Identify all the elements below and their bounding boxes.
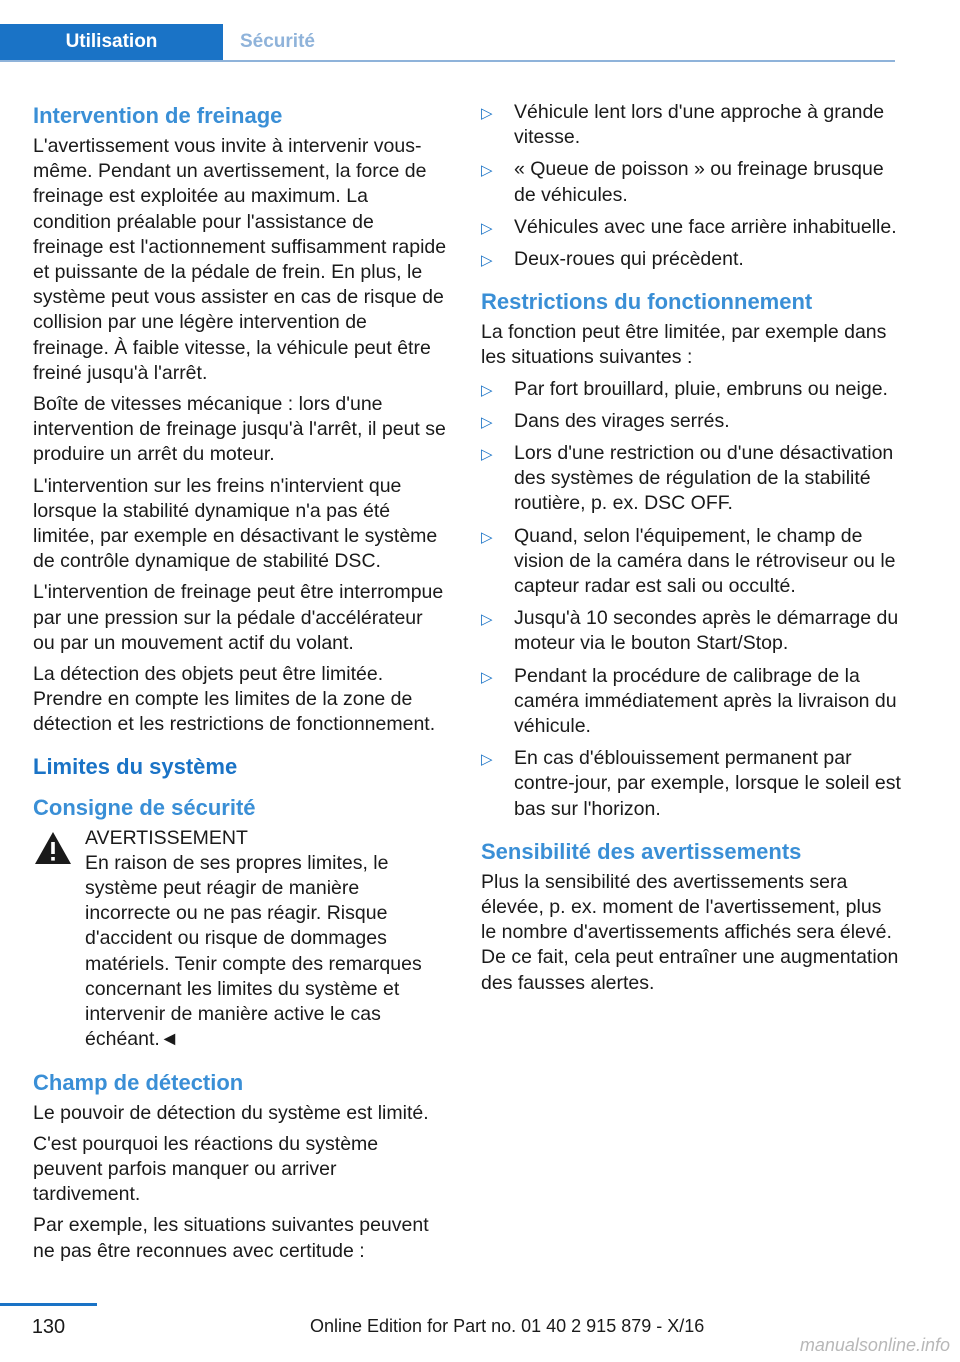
page-number: 130 (31, 1316, 66, 1338)
list-item: ▷ Lors d'une restriction ou d'une désactivation des systèmes de régulation de la stabilité routière, p. ex. DSC OFF. (481, 442, 894, 515)
list-item: ▷ Véhicules avec une face arrière inhabituelle. (481, 215, 901, 240)
paragraph: Boîte de vitesses mécanique : lors d'une intervention de freinage jusqu'à l'arrêt, il peut se produire un arrêt du moteur. (33, 393, 446, 466)
heading-sensibilite: Sensibilité des avertissements (481, 838, 802, 864)
list-item: ▷ Pendant la procédure de calibrage de la caméra immédiatement après la livraison du véhicule. (481, 664, 897, 738)
footer-rule (0, 1303, 97, 1306)
paragraph: L'intervention de freinage peut être interrompue par une pression sur la pédale d'accélérateur ou par un mouvement actif du volant. (33, 581, 444, 654)
list-restrictions (481, 377, 901, 822)
list-item: ▷ Par fort brouillard, pluie, embruns ou neige. (481, 377, 901, 402)
triangle-bullet-icon: ▷ (481, 751, 493, 769)
list-item: ▷ Deux-roues qui précèdent. (481, 247, 901, 272)
list-item: ▷ Dans des virages serrés. (481, 409, 901, 434)
heading-intervention: Intervention de freinage (33, 103, 283, 128)
paragraph: C'est pourquoi les réactions du système peuvent parfois manquer ou arriver tardivement. (33, 1132, 379, 1206)
left-column (33, 100, 448, 1270)
triangle-bullet-icon: ▷ (481, 668, 493, 686)
list-item: ▷ En cas d'éblouissement permanent par contre-jour, par exemple, lorsque le soleil est bas sur l'horizon. (481, 747, 901, 820)
right-column (481, 100, 901, 1002)
paragraph: Plus la sensibilité des avertissements sera élevée, p. ex. moment de l'avertissement, plus le nombre d'avertissements affichés sera élevé. De ce fait, cela peut entraîner une augmentation des fausses alertes. (481, 870, 899, 994)
triangle-bullet-icon: ▷ (481, 105, 493, 122)
warning-text: En raison de ses propres limites, le système peut réagir de manière incorrecte ou ne pas réagir. Risque d'accident ou risque de dommages matériels. Tenir compte des remarques concernant les limites du système et intervenir de manière active le cas échéant.◄ (85, 851, 422, 1051)
paragraph: Par exemple, les situations suivantes peuvent ne pas être reconnues avec certitude : (33, 1214, 429, 1262)
warning-triangle-icon (33, 830, 73, 866)
paragraph: La détection des objets peut être limitée. Prendre en compte les limites de la zone de détection et les restrictions de fonctionnement. (33, 663, 436, 736)
tab-utilisation[interactable]: Utilisation (0, 24, 223, 60)
tab-securite[interactable]: Sécurité (240, 31, 315, 52)
triangle-bullet-icon: ▷ (481, 611, 493, 629)
heading-consigne: Consigne de sécurité (33, 794, 256, 820)
triangle-bullet-icon: ▷ (481, 252, 493, 270)
watermark: manualsonline.info (799, 1335, 950, 1355)
list-item: ▷ Jusqu'à 10 secondes après le démarrage du moteur via le bouton Start/Stop. (481, 607, 899, 655)
list-item: ▷ Quand, selon l'équipement, le champ de vision de la caméra dans le rétroviseur ou le capteur radar est sali ou occulté. (481, 524, 896, 598)
heading-restrictions: Restrictions du fonctionnement (481, 289, 813, 315)
paragraph: L'avertissement vous invite à intervenir vous-même. Pendant un avertissement, la force de freinage est exploitée au maximum. La condition préalable pour l'assistance de freinage est l'actionnement suffisamment rapide et puissante de la pédale de frein. En plus, le système peut vous assister en cas de risque de collision par une légère intervention de freinage. À faible vitesse, la véhicule peut être freiné jusqu'à l'arrêt. (33, 135, 447, 384)
triangle-bullet-icon: ▷ (481, 381, 493, 399)
edition-text: Online Edition for Part no. 01 40 2 915 879 - X/16 (310, 1316, 705, 1336)
paragraph: L'intervention sur les freins n'intervient que lorsque la stabilité dynamique n'a pas été limitée, par exemple en désactivant le système de contrôle dynamique de stabilité DSC. (33, 474, 438, 573)
triangle-bullet-icon: ▷ (481, 413, 493, 431)
list-item: ▷ « Queue de poisson » ou freinage brusque de véhicules. (481, 158, 884, 206)
triangle-bullet-icon: ▷ (481, 528, 493, 546)
paragraph: Le pouvoir de détection du système est limité. (33, 1101, 429, 1124)
heading-limites: Limites du système (33, 753, 238, 779)
header-tabbar (0, 24, 895, 62)
triangle-bullet-icon: ▷ (481, 219, 493, 237)
triangle-bullet-icon: ▷ (481, 162, 493, 180)
heading-champ: Champ de détection (33, 1069, 244, 1095)
warning-block (33, 826, 448, 1053)
header-rule (0, 60, 895, 62)
list-item: ▷ Véhicule lent lors d'une approche à grande vitesse. (481, 101, 885, 149)
list-detection (481, 100, 901, 272)
warning-title: AVERTISSEMENT (85, 826, 248, 849)
triangle-bullet-icon: ▷ (481, 446, 493, 464)
paragraph: La fonction peut être limitée, par exemple dans les situations suivantes : (481, 321, 887, 369)
